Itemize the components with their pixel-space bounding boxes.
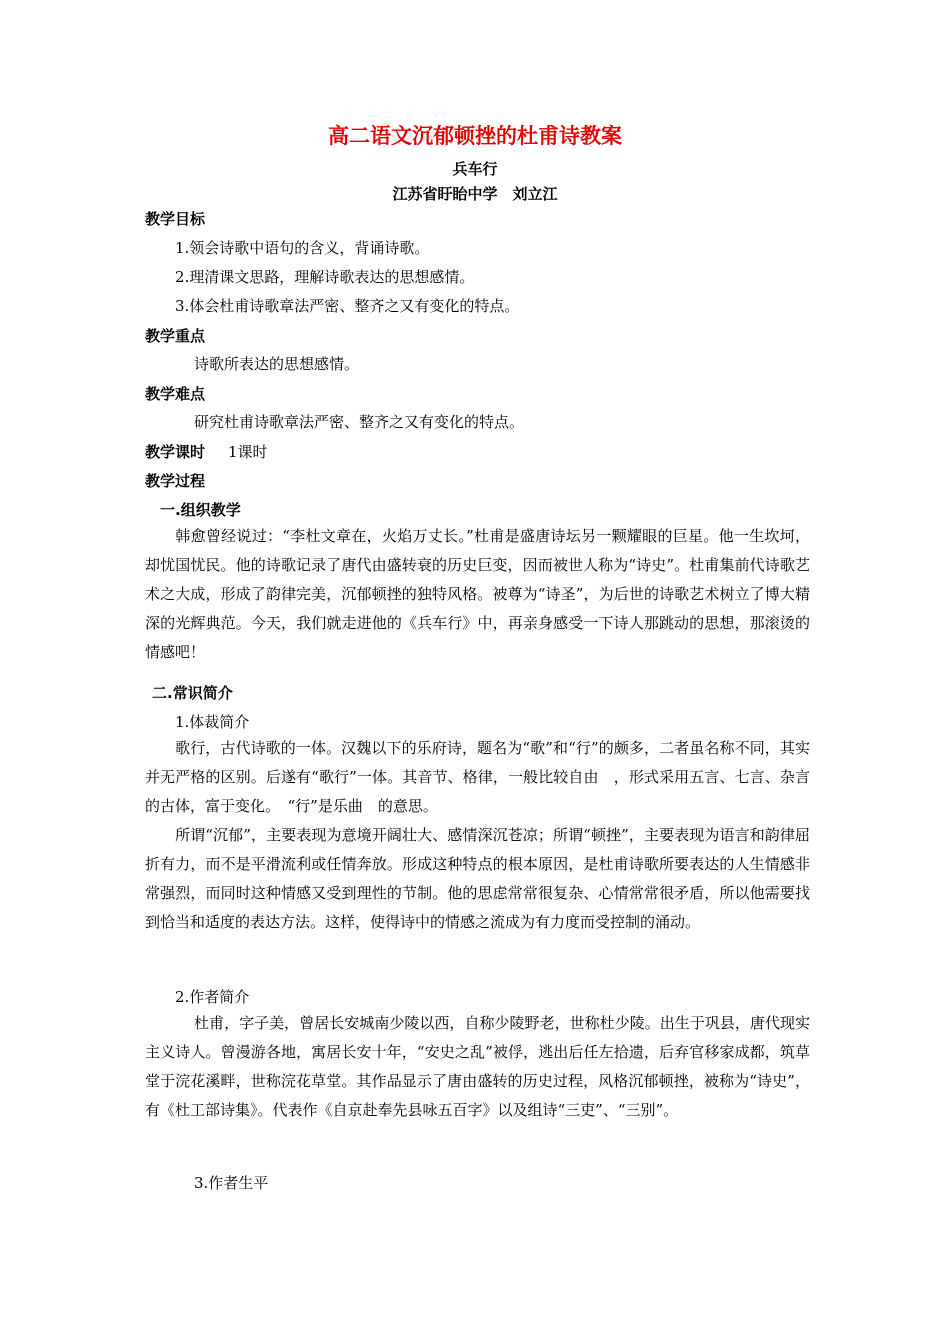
key-heading: 教学重点 xyxy=(145,327,206,345)
sub2-heading: 2.作者简介 xyxy=(175,988,250,1006)
section1-heading: 一.组织教学 xyxy=(160,501,241,519)
goal-item-1: 1.领会诗歌中语句的含义，背诵诗歌。 xyxy=(175,239,430,257)
sub3-heading: 3.作者生平 xyxy=(194,1174,269,1192)
sub1-heading: 1.体裁简介 xyxy=(175,713,250,731)
document-title: 高二语文沉郁顿挫的杜甫诗教案 xyxy=(328,124,622,148)
document-author: 江苏省盱眙中学 刘立江 xyxy=(392,185,558,203)
goals-heading: 教学目标 xyxy=(145,210,206,228)
document-subtitle: 兵车行 xyxy=(452,160,498,178)
difficulty-heading: 教学难点 xyxy=(145,385,206,403)
section1-paragraph: 韩愈曾经说过：“李杜文章在，火焰万丈长。”杜甫是盛唐诗坛另一颗耀眼的巨星。他一生坎坷，却忧国忧民。他的诗歌记录了唐代由盛转衰的历史巨变，因而被世人称为“诗史”。杜甫集前代诗歌艺术之大成，形成了韵律完美，沉郁顿挫的独特风格。被尊为“诗圣”，为后世的诗歌艺术树立了博大精深的光辉典范。今天，我们就走进他的《兵车行》中，再亲身感受一下诗人那跳动的思想，那滚烫的情感吧！ xyxy=(145,527,810,661)
section2-heading: 二.常识简介 xyxy=(152,684,233,702)
hours-value: 1课时 xyxy=(228,443,268,461)
key-text: 诗歌所表达的思想感情。 xyxy=(194,355,360,373)
process-heading: 教学过程 xyxy=(145,472,206,490)
goal-item-2: 2.理清课文思路，理解诗歌表达的思想感情。 xyxy=(175,268,475,286)
sub1-paragraph-2: 所谓“沉郁”，主要表现为意境开阔壮大、感情深沉苍凉；所谓“顿挫”，主要表现为语言和韵律屈折有力，而不是平滑流利或任情奔放。形成这种特点的根本原因，是杜甫诗歌所要表达的人生情感非常强烈，而同时这种情感又受到理性的节制。他的思虑常常很复杂、心情常常很矛盾，所以他需要找到恰当和适度的表达方法。这样，使得诗中的情感之流成为有力度而受控制的涌动。 xyxy=(145,826,810,931)
hours-heading: 教学课时 xyxy=(145,443,206,461)
sub1-paragraph-1: 歌行，古代诗歌的一体。汉魏以下的乐府诗，题名为“歌”和“行”的颇多，二者虽名称不同，其实并无严格的区别。后遂有“歌行”一体。其音节、格律，一般比较自由 ，形式采用五言、七言、杂言的古体，富于变化。 “行”是乐曲 的意思。 xyxy=(145,739,810,815)
goal-item-3: 3.体会杜甫诗歌章法严密、整齐之又有变化的特点。 xyxy=(175,297,520,315)
difficulty-text: 研究杜甫诗歌章法严密、整齐之又有变化的特点。 xyxy=(194,413,525,431)
sub2-paragraph: 杜甫，字子美，曾居长安城南少陵以西，自称少陵野老，世称杜少陵。出生于巩县，唐代现实主义诗人。曾漫游各地，寓居长安十年，“安史之乱”被俘，逃出后任左拾遗，后弃官移家成都，筑草堂于浣花溪畔，世称浣花草堂。其作品显示了唐由盛转的历史过程，风格沉郁顿挫，被称为“诗史”，有《杜工部诗集》。代表作《自京赴奉先县咏五百字》以及组诗“三吏”、“三别”。 xyxy=(145,1014,810,1119)
